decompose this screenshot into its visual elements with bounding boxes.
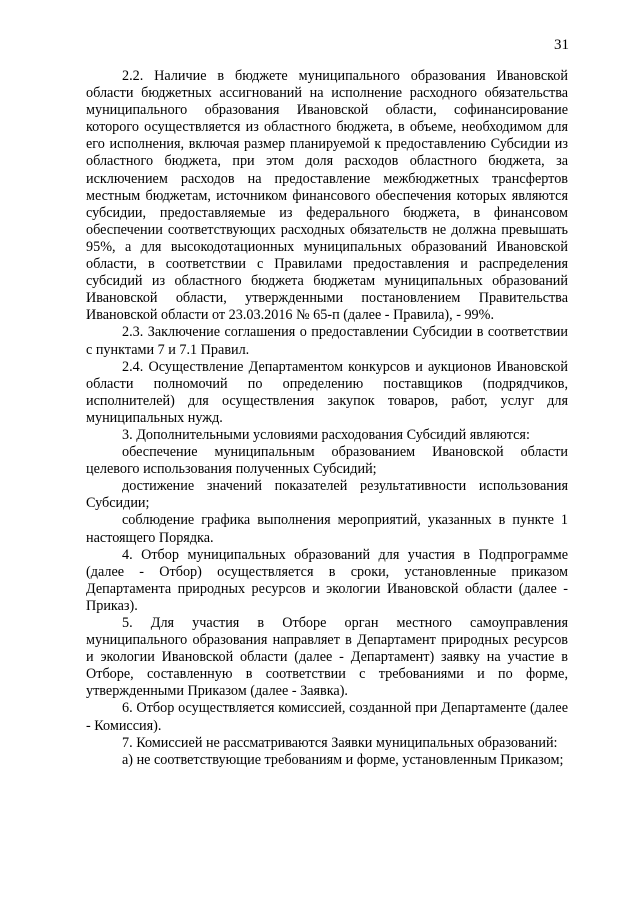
page-number: 31	[554, 37, 569, 53]
paragraph-4: 4. Отбор муниципальных образований для участия в Подпрограмме (далее - Отбор) осуществляется в сроки, установленные приказом Департамента природных ресурсов и экологии Ивановской области (далее - Приказ).	[86, 546, 568, 614]
paragraph-3-item-2: достижение значений показателей результативности использования Субсидии;	[86, 478, 568, 512]
paragraph-6: 6. Отбор осуществляется комиссией, созданной при Департаменте (далее - Комиссия).	[86, 700, 568, 734]
paragraph-5: 5. Для участия в Отборе орган местного самоуправления муниципального образования направляет в Департамент природных ресурсов и экологии Ивановской области (далее - Департамент) заявку на участие в Отборе, составленную в соответствии с требованиями и по форме, утвержденными Приказом (далее - Заявка).	[86, 615, 568, 700]
paragraph-3-item-3: соблюдение графика выполнения мероприятий, указанных в пункте 1 настоящего Порядка.	[86, 512, 568, 546]
document-body	[86, 68, 568, 769]
paragraph-2-4: 2.4. Осуществление Департаментом конкурсов и аукционов Ивановской области полномочий по определению поставщиков (подрядчиков, исполнителей) для осуществления закупок товаров, работ, услуг для муниципальных нужд.	[86, 358, 568, 426]
paragraph-7: 7. Комиссией не рассматриваются Заявки муниципальных образований:	[122, 734, 558, 751]
paragraph-3-item-1: обеспечение муниципальным образованием Ивановской области целевого использования полученных Субсидий;	[86, 444, 568, 478]
paragraph-7-item-a: а) не соответствующие требованиям и форме, установленным Приказом;	[122, 751, 564, 768]
paragraph-2-3: 2.3. Заключение соглашения о предоставлении Субсидии в соответствии с пунктами 7 и 7.1 Правил.	[86, 324, 568, 358]
paragraph-3: 3. Дополнительными условиями расходования Субсидий являются:	[122, 426, 530, 443]
paragraph-2-2: 2.2. Наличие в бюджете муниципального образования Ивановской области бюджетных ассигнований на исполнение расходного обязательства муниципального образования Ивановской области, софинансирование которого осуществляется из областного бюджета, в объеме, необходимом для его исполнения, включая размер планируемой к предоставлению Субсидии из областного бюджета, при этом доля расходов областного бюджета, за исключением расходов на предоставление межбюджетных трансфертов местным бюджетам, источником финансового обеспечения которых являются субсидии, предоставляемые из федерального бюджета, в финансовом обеспечении соответствующих расходных обязательств не должна превышать 95%, а для высокодотационных муниципальных образований Ивановской области, в соответствии с Правилами предоставления и распределения субсидий из областного бюджета бюджетам муниципальных образований Ивановской области, утвержденными постановлением Правительства Ивановской области от 23.03.2016 № 65-п (далее - Правила), - 99%.	[86, 68, 568, 324]
